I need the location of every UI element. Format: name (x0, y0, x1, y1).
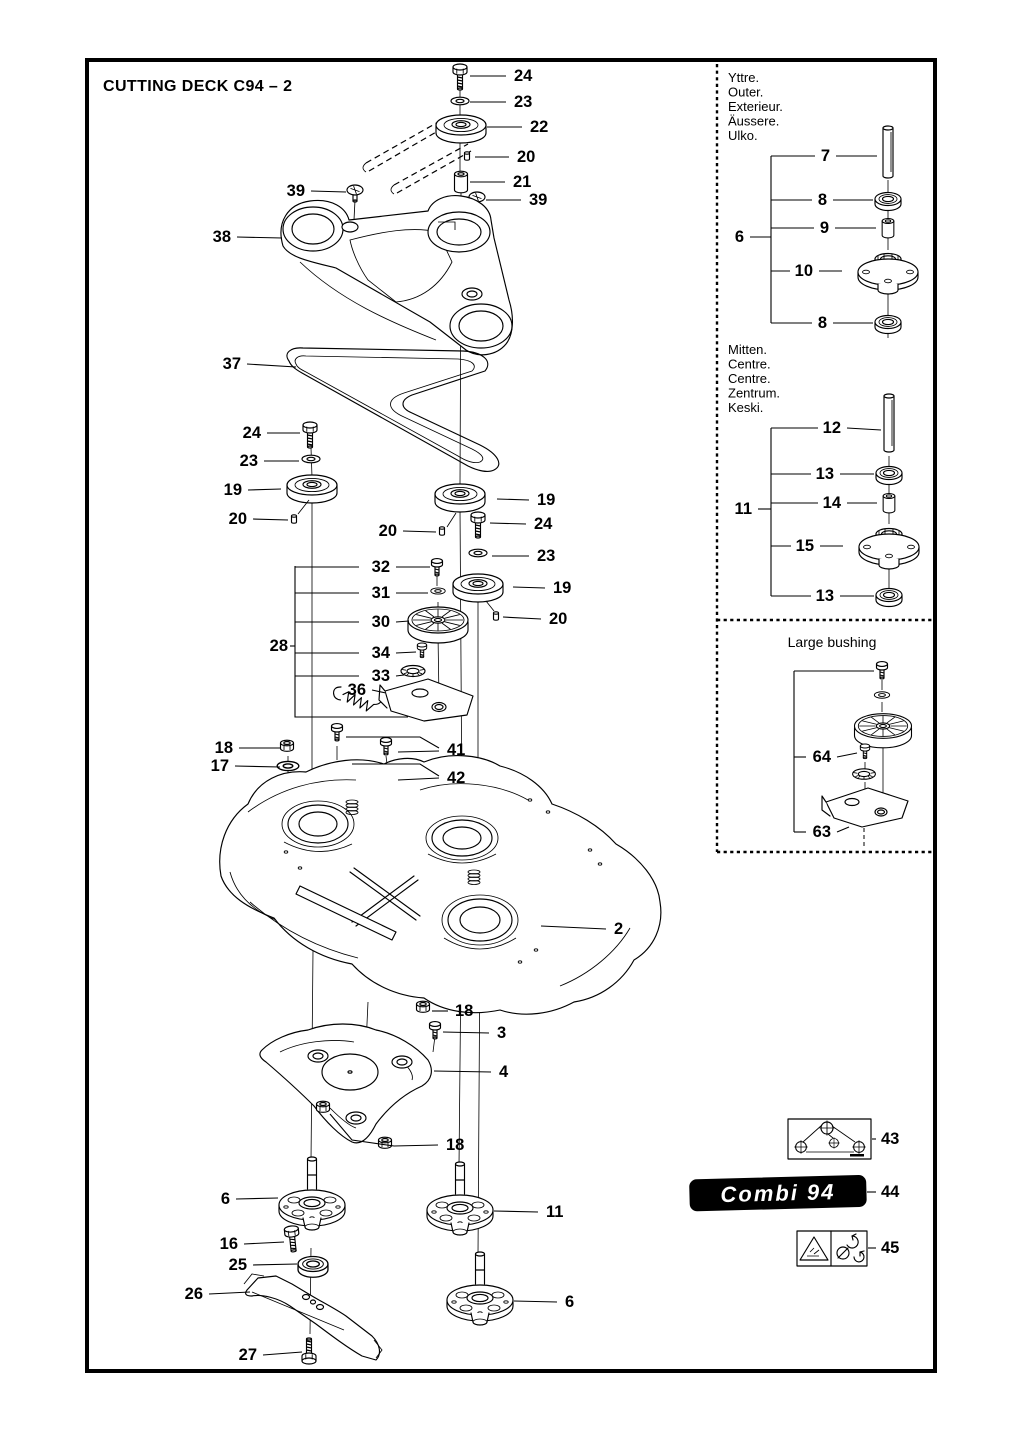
bearing-13-lower (876, 589, 902, 607)
bearing-8-lower (875, 316, 901, 334)
part-label-19: 19 (537, 491, 556, 509)
part-label-15: 15 (795, 537, 814, 555)
part-label-44: 44 (881, 1183, 900, 1201)
pulley-19-left (287, 475, 337, 503)
part-label-22: 22 (530, 118, 549, 136)
centre-language-labels-line-3: Zentrum. (728, 385, 781, 401)
centre-language-labels-line-2: Centre. (728, 371, 771, 386)
nut-18-mid (417, 1001, 430, 1012)
part-label-13: 13 (815, 465, 834, 483)
part-label-17: 17 (210, 757, 229, 775)
washer-33 (401, 666, 425, 677)
part-label-12: 12 (822, 419, 841, 437)
part-label-25: 25 (228, 1256, 247, 1274)
part-label-26: 26 (184, 1285, 203, 1303)
pulley-22 (436, 115, 486, 143)
part-label-43: 43 (881, 1130, 900, 1148)
washer-31 (431, 588, 445, 594)
part-label-6: 6 (220, 1190, 230, 1208)
part-label-11: 11 (734, 500, 752, 518)
combi-94-badge-44 (690, 1175, 867, 1211)
part-label-23: 23 (537, 547, 556, 565)
washer-23-top (451, 97, 469, 105)
combi-94-badge-text: Combi 94 (720, 1179, 836, 1208)
part-label-11: 11 (546, 1203, 564, 1221)
part-label-18: 18 (455, 1002, 474, 1020)
part-label-41: 41 (447, 741, 466, 759)
bearing-8-upper (875, 193, 901, 211)
key-20-centre (440, 527, 445, 535)
part-label-6: 6 (734, 228, 744, 246)
part-label-32: 32 (371, 558, 390, 576)
part-label-10: 10 (794, 262, 813, 280)
part-label-9: 9 (819, 219, 829, 237)
part-label-19: 19 (553, 579, 572, 597)
part-label-45: 45 (881, 1239, 900, 1257)
part-label-8: 8 (817, 191, 827, 209)
part-label-30: 30 (371, 613, 390, 631)
pulley-19-centre (435, 484, 485, 512)
warning-decal-45 (797, 1231, 867, 1266)
centre-language-labels-line-4: Keski. (728, 400, 764, 415)
part-label-18: 18 (214, 739, 233, 757)
part-label-23: 23 (514, 93, 533, 111)
spacer-14 (883, 493, 895, 512)
part-label-36: 36 (347, 681, 366, 699)
part-label-37: 37 (222, 355, 241, 373)
part-label-20: 20 (378, 522, 397, 540)
part-label-21: 21 (513, 173, 532, 191)
bearing-13-upper (876, 467, 902, 485)
key-20-left (292, 515, 297, 523)
belt-routing-decal-43 (788, 1119, 871, 1159)
part-label-24: 24 (534, 515, 553, 533)
spacer-21 (455, 171, 468, 193)
part-label-18: 18 (446, 1136, 465, 1154)
part-label-33: 33 (371, 667, 390, 685)
part-label-39: 39 (529, 191, 548, 209)
washer-23-left (302, 455, 320, 463)
part-label-34: 34 (371, 644, 390, 662)
centre-language-labels-line-1: Centre. (728, 356, 771, 372)
part-label-24: 24 (514, 67, 533, 85)
key-20-right (494, 612, 499, 620)
part-label-42: 42 (447, 769, 466, 787)
part-label-20: 20 (228, 510, 247, 528)
support-cup-25 (298, 1257, 328, 1278)
part-label-16: 16 (219, 1235, 238, 1253)
part-label-3: 3 (497, 1024, 507, 1042)
outer-language-labels-line-0: Yttre. (728, 70, 760, 85)
outer-language-labels-line-2: Exterieur. (728, 99, 783, 114)
part-label-24: 24 (242, 424, 261, 442)
part-label-38: 38 (212, 228, 231, 246)
part-label-19: 19 (223, 481, 242, 499)
part-label-39: 39 (286, 182, 305, 200)
part-label-4: 4 (499, 1063, 509, 1081)
part-label-13: 13 (815, 587, 834, 605)
part-label-31: 31 (371, 584, 390, 602)
shaft-12 (884, 394, 894, 452)
spacer-9 (882, 218, 894, 237)
part-label-20: 20 (517, 148, 536, 166)
part-label-2: 2 (614, 920, 624, 938)
washer-23-right (469, 549, 487, 557)
idler-pulley-30 (408, 607, 468, 643)
part-label-27: 27 (238, 1346, 257, 1364)
outer-language-labels-line-1: Outer. (728, 84, 764, 100)
idler-pulley-large-bushing (855, 714, 912, 748)
centre-language-labels-line-0: Mitten. (728, 342, 768, 357)
outer-language-labels-line-3: Äussere. (728, 113, 780, 129)
part-label-64: 64 (812, 748, 831, 766)
part-label-8: 8 (817, 314, 827, 332)
page-border (87, 60, 935, 1371)
pulley-19-right (453, 574, 503, 602)
large-bushing-title-line-0: Large bushing (787, 634, 877, 650)
part-label-63: 63 (812, 823, 831, 841)
part-label-23: 23 (239, 452, 258, 470)
part-label-14: 14 (822, 494, 841, 512)
nut-18-upper (281, 740, 294, 751)
washer-17 (277, 761, 299, 770)
washer-large-bushing (874, 692, 889, 698)
outer-language-labels-line-4: Ulko. (728, 128, 758, 143)
washer-large-bushing-keps (853, 769, 876, 779)
page-title: CUTTING DECK C94 – 2 (103, 78, 293, 95)
part-label-7: 7 (820, 147, 830, 165)
shaft-7 (883, 126, 893, 178)
part-label-6: 6 (565, 1293, 575, 1311)
part-label-28: 28 (269, 637, 288, 655)
key-20-top (465, 152, 470, 160)
part-label-20: 20 (549, 610, 568, 628)
